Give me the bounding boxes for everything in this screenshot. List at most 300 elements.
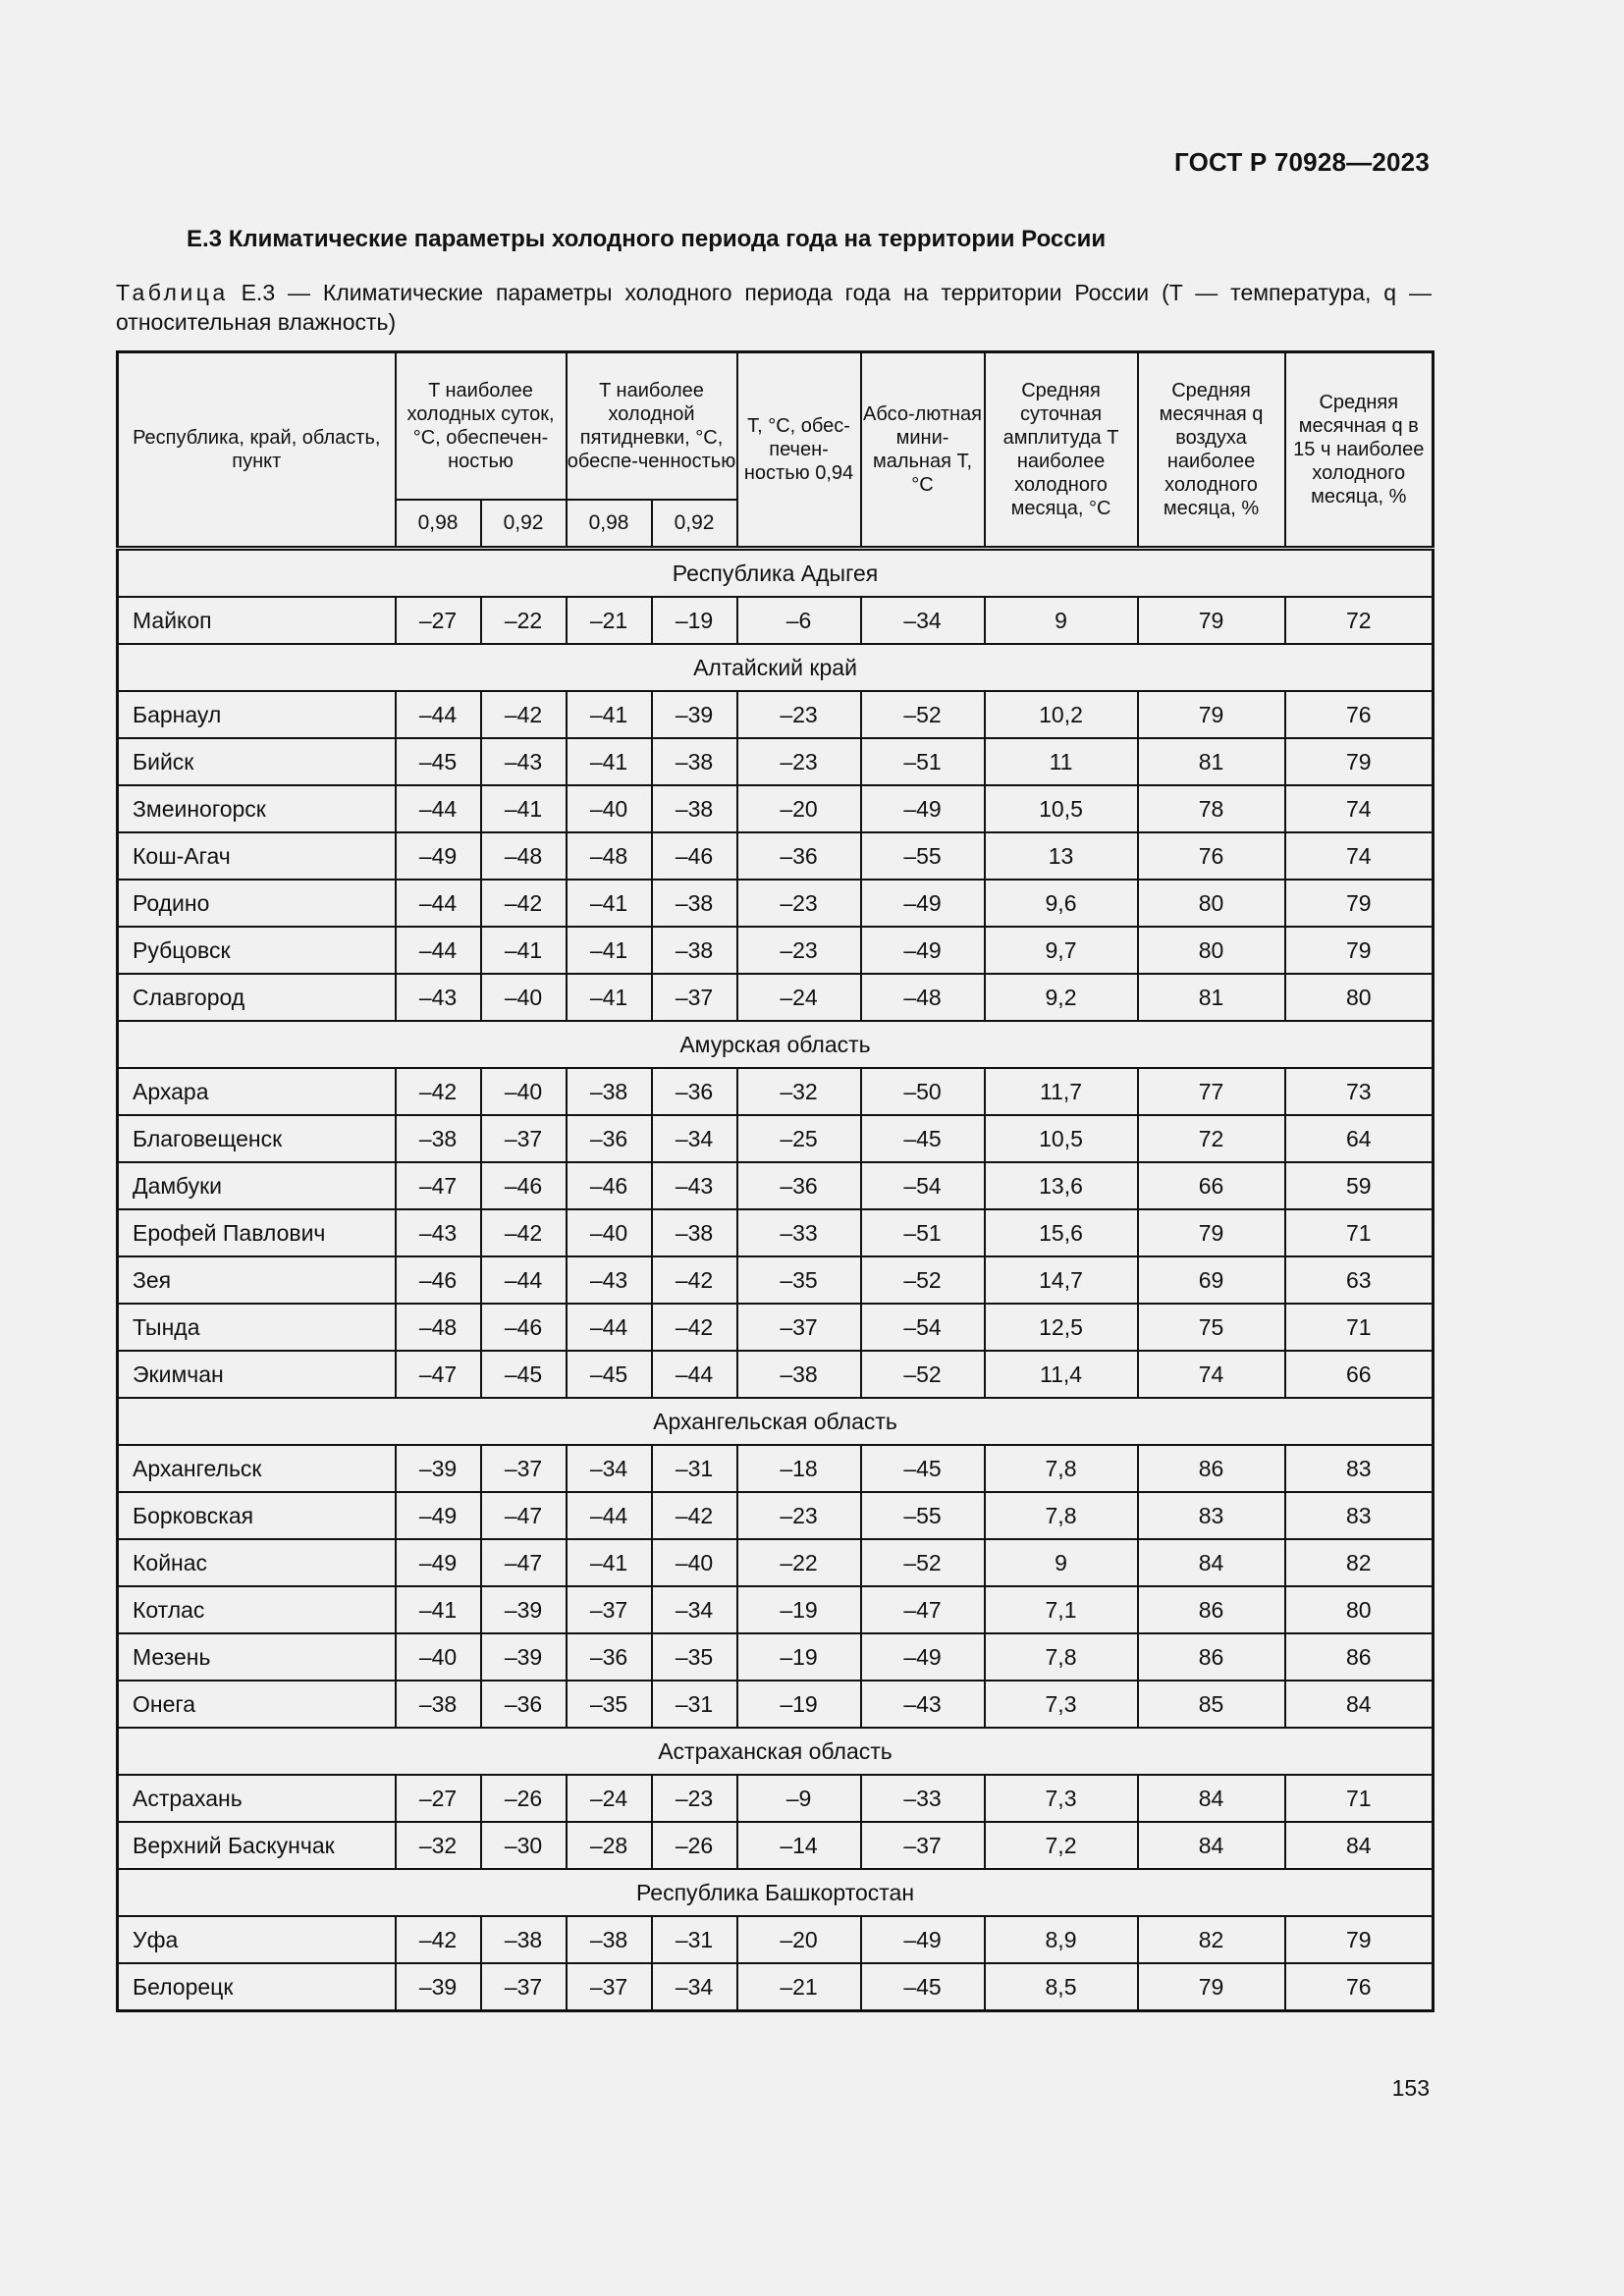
table-cell: –34 <box>652 1963 737 2011</box>
table-cell: –49 <box>861 1633 985 1681</box>
table-cell: –37 <box>567 1963 652 2011</box>
place-name: Тында <box>118 1304 396 1351</box>
table-cell: –38 <box>652 738 737 785</box>
table-cell: –23 <box>737 691 861 738</box>
table-cell: –45 <box>861 1445 985 1492</box>
table-row <box>118 1445 1434 1492</box>
table-cell: –27 <box>396 1775 481 1822</box>
table-cell: –36 <box>567 1633 652 1681</box>
table-cell: 8,9 <box>985 1916 1138 1963</box>
table-cell: –45 <box>396 738 481 785</box>
table-cell: –44 <box>396 785 481 832</box>
table-cell: 74 <box>1138 1351 1285 1398</box>
region-name: Республика Адыгея <box>118 549 1434 598</box>
table-cell: –41 <box>481 927 567 974</box>
table-cell: 69 <box>1138 1256 1285 1304</box>
table-cell: –34 <box>567 1445 652 1492</box>
table-row <box>118 1115 1434 1162</box>
table-cell: –50 <box>861 1068 985 1115</box>
table-cell: 80 <box>1285 974 1434 1021</box>
table-cell: 76 <box>1285 1963 1434 2011</box>
place-name: Зея <box>118 1256 396 1304</box>
table-cell: 7,3 <box>985 1775 1138 1822</box>
place-name: Кош-Агач <box>118 832 396 880</box>
table-row <box>118 1539 1434 1586</box>
table-cell: –35 <box>737 1256 861 1304</box>
table-cell: –28 <box>567 1822 652 1869</box>
region-name: Астраханская область <box>118 1728 1434 1775</box>
place-name: Борковская <box>118 1492 396 1539</box>
table-cell: 74 <box>1285 785 1434 832</box>
table-cell: 85 <box>1138 1681 1285 1728</box>
table-cell: –6 <box>737 597 861 644</box>
region-group-row <box>118 549 1434 598</box>
table-cell: –48 <box>396 1304 481 1351</box>
table-cell: 84 <box>1285 1681 1434 1728</box>
table-cell: –47 <box>396 1162 481 1209</box>
table-row <box>118 1586 1434 1633</box>
table-cell: –36 <box>481 1681 567 1728</box>
table-cell: –47 <box>396 1351 481 1398</box>
table-cell: –27 <box>396 597 481 644</box>
table-cell: 10,5 <box>985 785 1138 832</box>
table-cell: –45 <box>861 1115 985 1162</box>
region-group-row <box>118 1728 1434 1775</box>
table-cell: 75 <box>1138 1304 1285 1351</box>
table-cell: 83 <box>1138 1492 1285 1539</box>
table-cell: 86 <box>1285 1633 1434 1681</box>
table-cell: –19 <box>737 1633 861 1681</box>
table-cell: –43 <box>396 1209 481 1256</box>
table-cell: 7,2 <box>985 1822 1138 1869</box>
table-cell: 15,6 <box>985 1209 1138 1256</box>
table-cell: 82 <box>1138 1916 1285 1963</box>
table-cell: –40 <box>481 1068 567 1115</box>
table-cell: 63 <box>1285 1256 1434 1304</box>
table-cell: –46 <box>481 1162 567 1209</box>
place-name: Мезень <box>118 1633 396 1681</box>
table-cell: 66 <box>1285 1351 1434 1398</box>
table-cell: –38 <box>567 1916 652 1963</box>
table-cell: –52 <box>861 1256 985 1304</box>
table-cell: –41 <box>396 1586 481 1633</box>
table-row <box>118 1633 1434 1681</box>
document-code: ГОСТ Р 70928—2023 <box>1174 147 1430 177</box>
table-cell: –42 <box>481 691 567 738</box>
table-cell: –52 <box>861 691 985 738</box>
place-name: Родино <box>118 880 396 927</box>
column-header-monthly-humidity: Средняя месячная q воздуха наиболее холодного месяца, % <box>1138 352 1285 549</box>
table-cell: –40 <box>567 1209 652 1256</box>
table-cell: 13 <box>985 832 1138 880</box>
table-cell: –42 <box>652 1256 737 1304</box>
place-name: Рубцовск <box>118 927 396 974</box>
table-caption <box>116 278 1432 337</box>
table-cell: –18 <box>737 1445 861 1492</box>
table-cell: –20 <box>737 785 861 832</box>
table-cell: –37 <box>481 1963 567 2011</box>
table-cell: –37 <box>567 1586 652 1633</box>
table-cell: –39 <box>481 1586 567 1633</box>
column-header-humidity-15h: Средняя месячная q в 15 ч наиболее холодного месяца, % <box>1285 352 1434 549</box>
table-cell: 74 <box>1285 832 1434 880</box>
table-cell: –44 <box>652 1351 737 1398</box>
section-title: Е.3 Климатические параметры холодного периода года на территории России <box>187 226 1107 252</box>
table-cell: –42 <box>396 1068 481 1115</box>
table-cell: –24 <box>567 1775 652 1822</box>
table-caption-label: Таблица <box>116 280 229 305</box>
place-name: Уфа <box>118 1916 396 1963</box>
table-cell: –36 <box>652 1068 737 1115</box>
place-name: Змеиногорск <box>118 785 396 832</box>
table-row <box>118 1916 1434 1963</box>
table-cell: 59 <box>1285 1162 1434 1209</box>
place-name: Бийск <box>118 738 396 785</box>
region-group-row <box>118 1021 1434 1068</box>
table-cell: –36 <box>567 1115 652 1162</box>
table-row <box>118 785 1434 832</box>
table-cell: –39 <box>396 1963 481 2011</box>
table-caption-text: Е.3 — Климатические параметры холодного периода года на территории России (T — температура, q — относительная влажность) <box>116 280 1432 335</box>
table-cell: –44 <box>567 1492 652 1539</box>
table-cell: –45 <box>861 1963 985 2011</box>
table-cell: –22 <box>737 1539 861 1586</box>
table-cell: 9,2 <box>985 974 1138 1021</box>
table-cell: –9 <box>737 1775 861 1822</box>
table-cell: 7,1 <box>985 1586 1138 1633</box>
table-cell: 86 <box>1138 1633 1285 1681</box>
table-cell: –33 <box>737 1209 861 1256</box>
table-cell: –48 <box>567 832 652 880</box>
place-name: Белорецк <box>118 1963 396 2011</box>
table-cell: 84 <box>1285 1822 1434 1869</box>
sub-header-092: 0,92 <box>481 500 567 549</box>
table-cell: –14 <box>737 1822 861 1869</box>
table-cell: 84 <box>1138 1539 1285 1586</box>
place-name: Архангельск <box>118 1445 396 1492</box>
place-name: Экимчан <box>118 1351 396 1398</box>
table-cell: –47 <box>861 1586 985 1633</box>
column-header-coldest-day: T наиболее холодных суток, °С, обеспечен-ностью <box>396 352 567 501</box>
table-cell: –37 <box>481 1115 567 1162</box>
table-cell: 72 <box>1138 1115 1285 1162</box>
place-name: Онега <box>118 1681 396 1728</box>
table-cell: 81 <box>1138 974 1285 1021</box>
table-cell: 79 <box>1138 1963 1285 2011</box>
table-cell: 79 <box>1138 1209 1285 1256</box>
column-header-daily-amplitude: Средняя суточная амплитуда T наиболее холодного месяца, °С <box>985 352 1138 549</box>
table-cell: 14,7 <box>985 1256 1138 1304</box>
table-cell: –32 <box>737 1068 861 1115</box>
table-cell: –38 <box>652 785 737 832</box>
table-cell: –44 <box>396 691 481 738</box>
table-cell: –25 <box>737 1115 861 1162</box>
table-cell: 84 <box>1138 1822 1285 1869</box>
table-cell: 80 <box>1138 927 1285 974</box>
table-cell: 7,8 <box>985 1492 1138 1539</box>
table-cell: 71 <box>1285 1209 1434 1256</box>
table-cell: –38 <box>652 927 737 974</box>
table-row <box>118 1256 1434 1304</box>
table-cell: –51 <box>861 1209 985 1256</box>
table-cell: –36 <box>737 832 861 880</box>
table-cell: 72 <box>1285 597 1434 644</box>
table-cell: 7,8 <box>985 1633 1138 1681</box>
place-name: Астрахань <box>118 1775 396 1822</box>
table-cell: –52 <box>861 1351 985 1398</box>
table-cell: –47 <box>481 1539 567 1586</box>
region-name: Амурская область <box>118 1021 1434 1068</box>
region-group-row <box>118 644 1434 691</box>
table-cell: 76 <box>1138 832 1285 880</box>
table-cell: –39 <box>396 1445 481 1492</box>
table-cell: –41 <box>567 738 652 785</box>
table-cell: –46 <box>652 832 737 880</box>
table-cell: 71 <box>1285 1304 1434 1351</box>
table-cell: 84 <box>1138 1775 1285 1822</box>
table-cell: 79 <box>1285 738 1434 785</box>
table-cell: –43 <box>652 1162 737 1209</box>
table-cell: –54 <box>861 1304 985 1351</box>
table-row <box>118 1822 1434 1869</box>
table-cell: –44 <box>396 880 481 927</box>
table-cell: 79 <box>1285 880 1434 927</box>
table-cell: –23 <box>652 1775 737 1822</box>
table-cell: 86 <box>1138 1445 1285 1492</box>
table-cell: –55 <box>861 1492 985 1539</box>
table-cell: –49 <box>861 1916 985 1963</box>
table-cell: –34 <box>861 597 985 644</box>
table-cell: –23 <box>737 738 861 785</box>
table-cell: 73 <box>1285 1068 1434 1115</box>
table-cell: –43 <box>567 1256 652 1304</box>
place-name: Котлас <box>118 1586 396 1633</box>
table-cell: –43 <box>861 1681 985 1728</box>
region-name: Республика Башкортостан <box>118 1869 1434 1916</box>
table-cell: 64 <box>1285 1115 1434 1162</box>
table-row <box>118 691 1434 738</box>
table-cell: –49 <box>861 927 985 974</box>
table-row <box>118 974 1434 1021</box>
sub-header-098: 0,98 <box>567 500 652 549</box>
table-cell: 7,8 <box>985 1445 1138 1492</box>
table-cell: 86 <box>1138 1586 1285 1633</box>
table-cell: –34 <box>652 1586 737 1633</box>
sub-header-098: 0,98 <box>396 500 481 549</box>
place-name: Славгород <box>118 974 396 1021</box>
table-cell: –19 <box>737 1586 861 1633</box>
table-cell: –19 <box>652 597 737 644</box>
table-cell: 79 <box>1285 927 1434 974</box>
table-cell: –42 <box>652 1492 737 1539</box>
table-cell: 76 <box>1285 691 1434 738</box>
table-cell: –35 <box>567 1681 652 1728</box>
table-cell: 77 <box>1138 1068 1285 1115</box>
table-cell: 80 <box>1285 1586 1434 1633</box>
table-cell: –37 <box>861 1822 985 1869</box>
table-cell: 83 <box>1285 1492 1434 1539</box>
table-cell: 83 <box>1285 1445 1434 1492</box>
table-cell: –43 <box>396 974 481 1021</box>
table-row <box>118 1068 1434 1115</box>
table-cell: 12,5 <box>985 1304 1138 1351</box>
table-cell: –34 <box>652 1115 737 1162</box>
place-name: Архара <box>118 1068 396 1115</box>
table-cell: –42 <box>481 880 567 927</box>
table-cell: –49 <box>861 785 985 832</box>
table-cell: –45 <box>567 1351 652 1398</box>
table-cell: 8,5 <box>985 1963 1138 2011</box>
column-header-place: Республика, край, область, пункт <box>118 352 396 549</box>
place-name: Верхний Баскунчак <box>118 1822 396 1869</box>
table-cell: 9 <box>985 597 1138 644</box>
table-cell: –36 <box>737 1162 861 1209</box>
table-cell: 81 <box>1138 738 1285 785</box>
table-cell: –47 <box>481 1492 567 1539</box>
table-cell: –49 <box>396 1492 481 1539</box>
table-cell: –30 <box>481 1822 567 1869</box>
place-name: Дамбуки <box>118 1162 396 1209</box>
table-cell: –38 <box>396 1681 481 1728</box>
table-cell: –52 <box>861 1539 985 1586</box>
table-cell: –46 <box>481 1304 567 1351</box>
region-group-row <box>118 1869 1434 1916</box>
table-cell: –38 <box>481 1916 567 1963</box>
table-row <box>118 597 1434 644</box>
table-cell: –41 <box>567 974 652 1021</box>
table-cell: –54 <box>861 1162 985 1209</box>
table-cell: –44 <box>396 927 481 974</box>
table-cell: 79 <box>1285 1916 1434 1963</box>
table-row <box>118 1162 1434 1209</box>
table-row <box>118 880 1434 927</box>
table-cell: –39 <box>481 1633 567 1681</box>
table-cell: –40 <box>481 974 567 1021</box>
table-row <box>118 1681 1434 1728</box>
table-cell: 79 <box>1138 691 1285 738</box>
place-name: Ерофей Павлович <box>118 1209 396 1256</box>
table-cell: –26 <box>481 1775 567 1822</box>
table-cell: –37 <box>737 1304 861 1351</box>
table-cell: –42 <box>652 1304 737 1351</box>
table-row <box>118 738 1434 785</box>
table-cell: –46 <box>567 1162 652 1209</box>
table-cell: –23 <box>737 880 861 927</box>
table-cell: 13,6 <box>985 1162 1138 1209</box>
table-cell: –33 <box>861 1775 985 1822</box>
table-cell: –41 <box>567 691 652 738</box>
table-row <box>118 1304 1434 1351</box>
table-cell: –43 <box>481 738 567 785</box>
table-cell: 78 <box>1138 785 1285 832</box>
table-cell: –42 <box>396 1916 481 1963</box>
table-cell: 9,7 <box>985 927 1138 974</box>
table-cell: –21 <box>737 1963 861 2011</box>
table-row <box>118 927 1434 974</box>
table-cell: –23 <box>737 1492 861 1539</box>
table-body <box>118 549 1434 2011</box>
table-cell: –39 <box>652 691 737 738</box>
table-cell: –46 <box>396 1256 481 1304</box>
table-cell: –44 <box>567 1304 652 1351</box>
table-row <box>118 832 1434 880</box>
table-cell: –49 <box>861 880 985 927</box>
table-cell: –48 <box>861 974 985 1021</box>
table-cell: –23 <box>737 927 861 974</box>
table-header <box>118 352 1434 549</box>
table-cell: –41 <box>567 880 652 927</box>
table-cell: –24 <box>737 974 861 1021</box>
table-cell: –44 <box>481 1256 567 1304</box>
table-cell: –38 <box>567 1068 652 1115</box>
table-cell: 9 <box>985 1539 1138 1586</box>
table-row <box>118 1492 1434 1539</box>
table-cell: –41 <box>567 1539 652 1586</box>
table-cell: 82 <box>1285 1539 1434 1586</box>
table-cell: 11,7 <box>985 1068 1138 1115</box>
table-cell: –48 <box>481 832 567 880</box>
table-cell: 11,4 <box>985 1351 1138 1398</box>
region-name: Алтайский край <box>118 644 1434 691</box>
table-cell: –42 <box>481 1209 567 1256</box>
table-cell: –40 <box>396 1633 481 1681</box>
region-name: Архангельская область <box>118 1398 1434 1445</box>
place-name: Барнаул <box>118 691 396 738</box>
place-name: Майкоп <box>118 597 396 644</box>
table-cell: –38 <box>652 880 737 927</box>
table-cell: –55 <box>861 832 985 880</box>
table-cell: 7,3 <box>985 1681 1138 1728</box>
table-cell: 79 <box>1138 597 1285 644</box>
place-name: Койнас <box>118 1539 396 1586</box>
table-cell: –41 <box>567 927 652 974</box>
table-cell: 10,2 <box>985 691 1138 738</box>
table-cell: –51 <box>861 738 985 785</box>
page-number: 153 <box>1391 2075 1430 2101</box>
table-cell: –31 <box>652 1916 737 1963</box>
table-cell: 66 <box>1138 1162 1285 1209</box>
table-cell: –45 <box>481 1351 567 1398</box>
sub-header-092: 0,92 <box>652 500 737 549</box>
table-cell: –32 <box>396 1822 481 1869</box>
table-row <box>118 1775 1434 1822</box>
table-cell: 9,6 <box>985 880 1138 927</box>
table-row <box>118 1351 1434 1398</box>
table-row <box>118 1209 1434 1256</box>
climate-table <box>116 350 1435 2012</box>
table-cell: –31 <box>652 1445 737 1492</box>
table-cell: –19 <box>737 1681 861 1728</box>
table-cell: –22 <box>481 597 567 644</box>
column-header-absolute-min: Абсо-лютная мини-мальная T, °С <box>861 352 985 549</box>
table-cell: –38 <box>652 1209 737 1256</box>
table-cell: –31 <box>652 1681 737 1728</box>
table-cell: 10,5 <box>985 1115 1138 1162</box>
table-cell: –20 <box>737 1916 861 1963</box>
column-header-t-094: T, °С, обес-печен-ностью 0,94 <box>737 352 861 549</box>
table-cell: 11 <box>985 738 1138 785</box>
table-cell: –49 <box>396 1539 481 1586</box>
table-cell: –41 <box>481 785 567 832</box>
table-cell: –37 <box>652 974 737 1021</box>
table-cell: –21 <box>567 597 652 644</box>
table-cell: –37 <box>481 1445 567 1492</box>
table-cell: –26 <box>652 1822 737 1869</box>
table-cell: 71 <box>1285 1775 1434 1822</box>
place-name: Благовещенск <box>118 1115 396 1162</box>
table-cell: –35 <box>652 1633 737 1681</box>
table-cell: –38 <box>737 1351 861 1398</box>
